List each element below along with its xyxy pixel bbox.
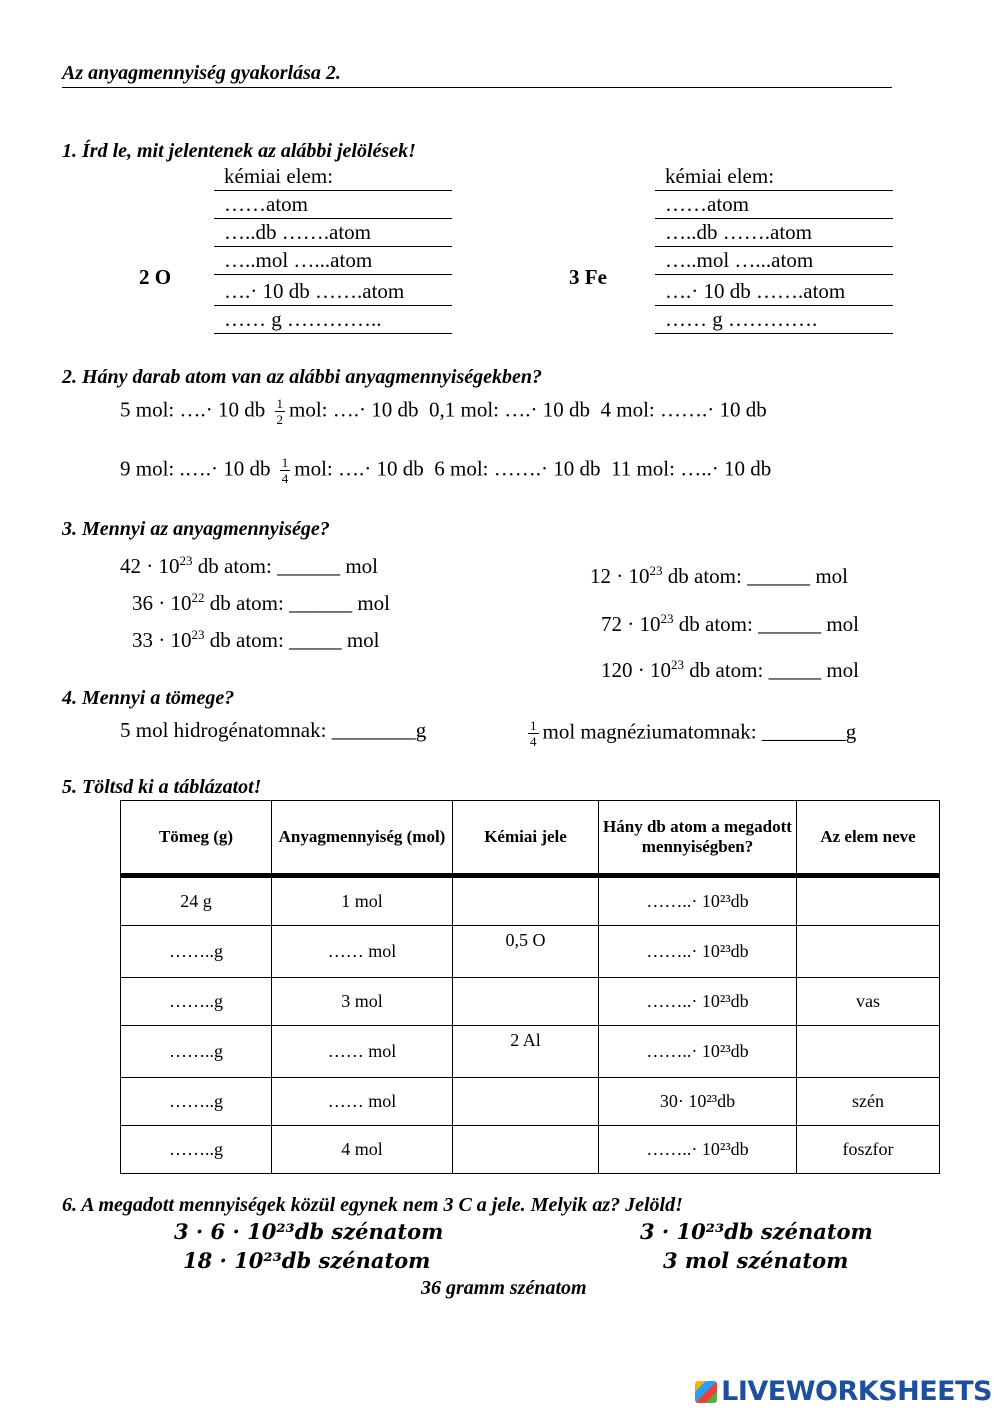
- table-row: [121, 1078, 940, 1126]
- q4-item-magnesium: $\frac{1}{4}$ mol magnéziumatomnak: ________g: [530, 718, 857, 749]
- q1-right-line: ….· 10 db …….atom: [655, 275, 893, 306]
- q1-left-line: …..db …….atom: [214, 219, 452, 247]
- q1-left-symbol: 2 O: [139, 265, 172, 289]
- q1-right-line: ……atom: [655, 191, 893, 219]
- q3-item: $42 \cdot 10^{23}$ db atom: ______ mol: [120, 553, 378, 578]
- q2-item: mol: ….· 10 db: [294, 456, 424, 481]
- cell-mol: 4 mol: [272, 1126, 453, 1174]
- q2-item: 4 mol: …….· 10 db: [600, 397, 767, 422]
- cell-name: [797, 1026, 940, 1078]
- q1-right-line: …..db …….atom: [655, 219, 893, 247]
- q1-left-line: …… g …………..: [214, 306, 452, 334]
- q6-option[interactable]: 18 · 10²³db szénatom: [183, 1248, 431, 1273]
- q1-left-line: …..mol …...atom: [214, 247, 452, 275]
- q2-item: 11 mol: …..· 10 db: [611, 456, 772, 481]
- cell-mol: 1 mol: [272, 876, 453, 926]
- q2-item: 5 mol: ….· 10 db: [120, 397, 266, 422]
- header-mol: Anyagmennyiség (mol): [272, 801, 453, 876]
- q3-heading: 3. Mennyi az anyagmennyisége?: [62, 518, 330, 540]
- cell-atoms: ……..· 10²³db: [599, 1126, 797, 1174]
- cell-name: foszfor: [797, 1126, 940, 1174]
- cell-name: szén: [797, 1078, 940, 1126]
- q3-item: $120 \cdot 10^{23}$ db atom: _____ mol: [601, 657, 859, 682]
- cell-atoms: ……..· 10²³db: [599, 1026, 797, 1078]
- cell-name: vas: [797, 978, 940, 1026]
- table-header-row: [121, 801, 940, 876]
- cell-name: [797, 876, 940, 926]
- q5-heading: 5. Töltsd ki a táblázatot!: [62, 776, 262, 798]
- q6-option[interactable]: 3 · 10²³db szénatom: [640, 1219, 873, 1244]
- q4-item-hydrogen: 5 mol hidrogénatomnak: ________g: [120, 718, 427, 742]
- q6-option[interactable]: 3 mol szénatom: [663, 1248, 849, 1273]
- cell-atoms: ……..· 10²³db: [599, 876, 797, 926]
- cell-atoms: ……..· 10²³db: [599, 926, 797, 978]
- q1-right-symbol: 3 Fe: [569, 265, 607, 289]
- q1-right-line: …… g ………….: [655, 306, 893, 334]
- cell-mass: 24 g: [121, 876, 272, 926]
- q3-item: $12 \cdot 10^{23}$ db atom: ______ mol: [590, 563, 848, 588]
- q1-left-lines: [214, 163, 452, 334]
- table-row: [121, 978, 940, 1026]
- q3-item: $33 \cdot 10^{23}$ db atom: _____ mol: [132, 627, 380, 652]
- q1-right-line: kémiai elem:: [655, 163, 893, 191]
- cell-atoms: ……..· 10²³db: [599, 978, 797, 1026]
- fraction: $\frac{1}{2}$: [276, 396, 283, 427]
- cell-mass: ……..g: [121, 1026, 272, 1078]
- q1-heading: 1. Írd le, mit jelentenek az alábbi jelölések!: [62, 140, 416, 162]
- cell-mol: …… mol: [272, 1026, 453, 1078]
- header-mass: Tömeg (g): [121, 801, 272, 876]
- q3-item: $72 \cdot 10^{23}$ db atom: ______ mol: [601, 611, 859, 636]
- q1-right-lines: [655, 163, 893, 334]
- header-symbol: Kémiai jele: [453, 801, 599, 876]
- q2-heading: 2. Hány darab atom van az alábbi anyagmennyiségekben?: [62, 366, 542, 388]
- header-element-name: Az elem neve: [797, 801, 940, 876]
- cell-mass: ……..g: [121, 1126, 272, 1174]
- q2-row-2: [120, 455, 771, 486]
- cell-mass: ……..g: [121, 978, 272, 1026]
- header-atoms: Hány db atom a megadott mennyiségben?: [599, 801, 797, 876]
- table-row: [121, 1126, 940, 1174]
- q2-item: 9 mol: .….· 10 db: [120, 456, 271, 481]
- cell-mol: …… mol: [272, 926, 453, 978]
- table-row: [121, 876, 940, 926]
- cell-mol: 3 mol: [272, 978, 453, 1026]
- q1-left-line: ….· 10 db …….atom: [214, 275, 452, 306]
- q1-right-line: …..mol …...atom: [655, 247, 893, 275]
- q2-row-1: [120, 396, 767, 427]
- q6-heading: 6. A megadott mennyiségek közül egynek nem 3 C a jele. Melyik az? Jelöld!: [62, 1194, 683, 1216]
- q2-item: mol: ….· 10 db: [289, 397, 419, 422]
- table-row: [121, 1026, 940, 1078]
- q6-option[interactable]: 36 gramm szénatom: [421, 1277, 587, 1299]
- cell-symbol: 0,5 O: [453, 926, 599, 978]
- cell-symbol: [453, 1078, 599, 1126]
- q4-heading: 4. Mennyi a tömege?: [62, 687, 235, 709]
- cell-symbol: [453, 1126, 599, 1174]
- page-title: Az anyagmennyiség gyakorlása 2.: [62, 62, 892, 88]
- liveworksheets-logo: LIVEWORKSHEETS: [695, 1376, 992, 1407]
- q3-item: $36 \cdot 10^{22}$ db atom: ______ mol: [132, 590, 390, 615]
- logo-icon: [695, 1381, 717, 1403]
- cell-mass: ……..g: [121, 1078, 272, 1126]
- cell-mass: ……..g: [121, 926, 272, 978]
- fill-in-table: [120, 800, 940, 1174]
- q1-left-line: kémiai elem:: [214, 163, 452, 191]
- q6-option[interactable]: 3 · 6 · 10²³db szénatom: [174, 1219, 444, 1244]
- cell-mol: …… mol: [272, 1078, 453, 1126]
- cell-atoms: 30· 10²³db: [599, 1078, 797, 1126]
- cell-name: [797, 926, 940, 978]
- cell-symbol: 2 Al: [453, 1026, 599, 1078]
- table-row: [121, 926, 940, 978]
- q1-left-line: ……atom: [214, 191, 452, 219]
- fraction: $\frac{1}{4}$: [530, 718, 537, 749]
- cell-symbol: [453, 978, 599, 1026]
- fraction: $\frac{1}{4}$: [281, 455, 289, 486]
- q2-item: 0,1 mol: ….· 10 db: [429, 397, 590, 422]
- cell-symbol: [453, 876, 599, 926]
- q2-item: 6 mol: …….· 10 db: [434, 456, 601, 481]
